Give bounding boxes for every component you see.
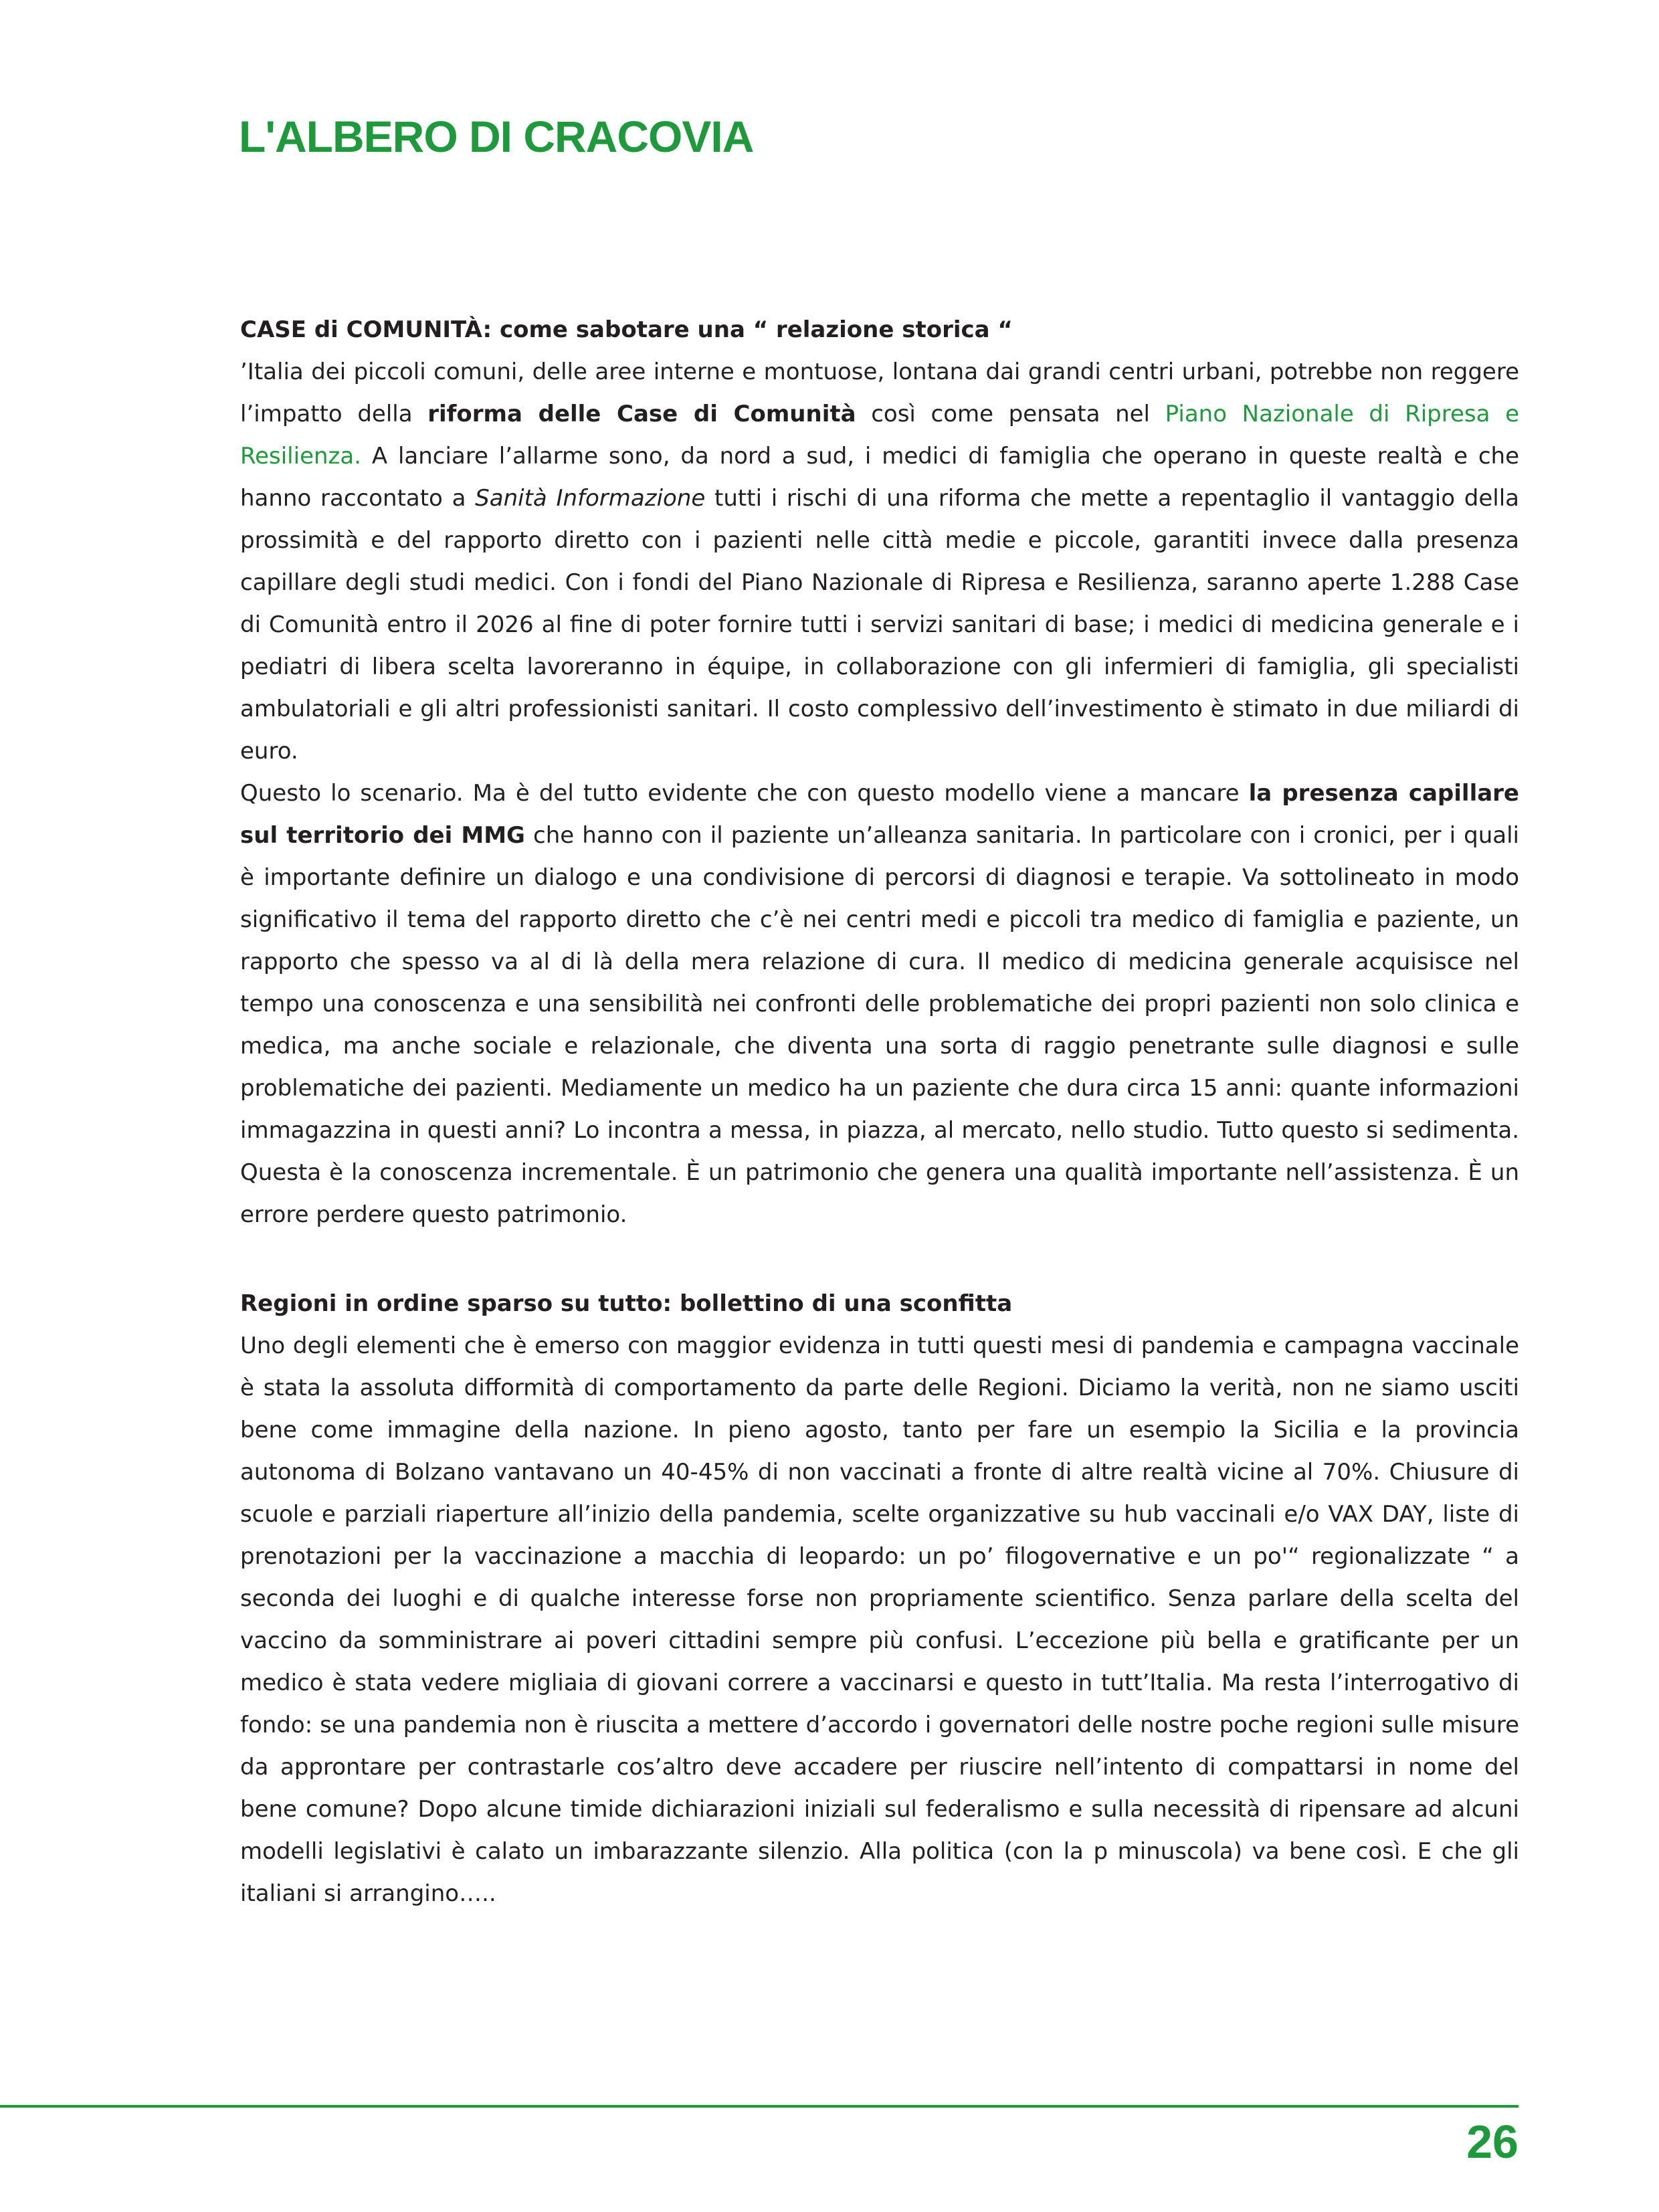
page-title: L'ALBERO DI CRACOVIA <box>239 112 754 161</box>
text-run: A lanciare l’allarme sono, da nord a sud, i medici di famiglia che operano in queste realtà e che hanno raccontato a <box>240 443 1519 512</box>
paragraph <box>240 773 1519 1236</box>
footer-rule <box>0 2105 1519 2108</box>
text-run: che hanno con il paziente un’alleanza sanitaria. In particolare con i cronici, per i quali è importante definire un dialogo e una condivisione di percorsi di diagnosi e terapie. Va sottolineato in modo significativo il tema del rapporto diretto che c’è nei centri medi e piccoli tra medico di famiglia e paziente, un rapporto che spesso va al di là della mera relazione di cura. Il medico di medicina generale acquisisce nel tempo una conoscenza e una sensibilità nei confronti delle problematiche dei propri pazienti non solo clinica e medica, ma anche sociale e relazionale, che diventa una sorta di raggio penetrante sulle diagnosi e sulle problematiche dei pazienti. Mediamente un medico ha un paziente che dura circa 15 anni: quante informazioni immagazzina in questi anni? Lo incontra a messa, in piazza, al mercato, nello studio. Tutto questo si sedimenta. Questa è la conoscenza incrementale. È un patrimonio che genera una qualità importante nell’assistenza. È un errore perdere questo patrimonio. <box>240 822 1519 1228</box>
section-regioni <box>240 1283 1519 1915</box>
paragraph <box>240 351 1519 773</box>
section-case-di-comunita <box>240 309 1519 1236</box>
pnrr-link[interactable]: Piano Nazionale di Ripresa e Resilienza. <box>240 401 1520 470</box>
section-heading: Regioni in ordine sparso su tutto: bollettino di una sconfitta <box>240 1290 1013 1317</box>
page-number: 26 <box>1466 2116 1519 2168</box>
text-run: così come pensata nel <box>856 401 1165 427</box>
text-run: Questo lo scenario. Ma è del tutto evidente che con questo modello viene a mancare <box>240 780 1249 807</box>
text-run: tutti i rischi di una riforma che mette a repentaglio il vantaggio della prossimità e del rapporto diretto con i pazienti nelle città medie e piccole, garantiti invece dalla presenza capillare degli studi medici. Con i fondi del Piano Nazionale di Ripresa e Resilienza, saranno aperte 1.288 Case di Comunità entro il 2026 al fine di poter fornire tutti i servizi sanitari di base; i medici di medicina generale e i pediatri di libera scelta lavoreranno in équipe, in collaborazione con gli infermieri di famiglia, gli specialisti ambulatoriali e gli altri professionisti sanitari. Il costo complessivo dell’investimento è stimato in due miliardi di euro. <box>240 485 1519 765</box>
section-heading: CASE di COMUNITÀ: come sabotare una “ relazione storica “ <box>240 316 1013 343</box>
bold-text: la presenza capillare sul territorio dei MMG <box>240 780 1519 849</box>
text-run: ’Italia dei piccoli comuni, delle aree interne e montuose, lontana dai grandi centri urbani, potrebbe non reggere l’impatto della <box>240 359 1519 427</box>
paragraph: Uno degli elementi che è emerso con maggior evidenza in tutti questi mesi di pandemia e campagna vaccinale è stata la assoluta difformità di comportamento da parte delle Regioni. Diciamo la verità, non ne siamo usciti bene come immagine della nazione. In pieno agosto, tanto per fare un esempio la Sicilia e la provincia autonoma di Bolzano vantavano un 40-45% di non vaccinati a fronte di altre realtà vicine al 70%. Chiusure di scuole e parziali riaperture all’inizio della pandemia, scelte organizzative su hub vaccinali e/o VAX DAY, liste di prenotazioni per la vaccinazione a macchia di leopardo: un po’ filogovernative e un po'“ regionalizzate “ a seconda dei luoghi e di qualche interesse forse non propriamente scientifico. Senza parlare della scelta del vaccino da somministrare ai poveri cittadini sempre più confusi. L’eccezione più bella e gratificante per un medico è stata vedere migliaia di giovani correre a vaccinarsi e questo in tutt’Italia. Ma resta l’interrogativo di fondo: se una pandemia non è riuscita a mettere d’accordo i governatori delle nostre poche regioni sulle misure da approntare per contrastarle cos’altro deve accadere per riuscire nell’intento di compattarsi in nome del bene comune? Dopo alcune timide dichiarazioni iniziali sul federalismo e sulla necessità di ripensare ad alcuni modelli legislativi è calato un imbarazzante silenzio. Alla politica (con la p minuscola) va bene così. E che gli italiani si arrangino….. <box>240 1332 1519 1907</box>
bold-text: riforma delle Case di Comunità <box>427 401 856 427</box>
italic-text: Sanità Informazione <box>475 485 706 512</box>
